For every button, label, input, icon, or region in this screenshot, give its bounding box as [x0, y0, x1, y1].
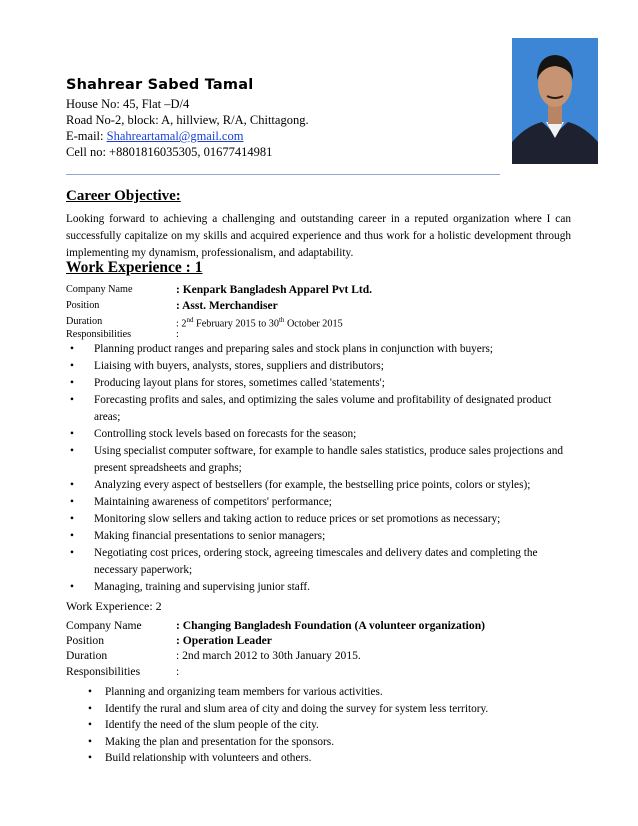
work1-company-label: Company Name — [66, 284, 133, 295]
list-item: • Monitoring slow sellers and taking action to reduce prices or set promotions as necessary; — [66, 511, 576, 528]
work1-duration-label: Duration — [66, 316, 103, 327]
career-objective-heading: Career Objective: — [66, 188, 181, 204]
work1-resp-label: Responsibilities — [66, 329, 132, 340]
list-item: • Making financial presentations to senior managers; — [66, 528, 576, 545]
address-line-1: House No: 45, Flat –D/4 — [66, 97, 190, 111]
list-item: • Planning product ranges and preparing sales and stock plans in conjunction with buyers; — [66, 341, 576, 358]
bullet-icon: • — [70, 547, 74, 559]
work1-position-value: : Asst. Merchandiser — [176, 300, 278, 312]
bullet-icon: • — [70, 530, 74, 542]
list-item: • Making the plan and presentation for the sponsors. — [88, 734, 558, 751]
work2-company-value: : Changing Bangladesh Foundation (A volunteer organization) — [176, 619, 486, 632]
list-item: • Negotiating cost prices, ordering stock, agreeing timescales and delivery dates and completing the necessary paperwork; — [70, 547, 538, 576]
bullet-icon: • — [70, 479, 74, 491]
work2-heading: Work Experience: 2 — [66, 599, 162, 613]
bullet-icon: • — [88, 752, 92, 764]
bullet-icon: • — [70, 343, 74, 355]
career-objective-text: Looking forward to achieving a challenging and outstanding career in a reputed organization where I can successfully capitalize on my skills and acquired experience and thus work for a holistic development through implementing my dynamism, professionalism, and adaptability. — [66, 213, 571, 259]
list-item: • Identify the rural and slum area of city and doing the survey for system less territory. — [88, 701, 558, 718]
header-divider — [66, 174, 500, 175]
work2-resp-label: Responsibilities — [66, 665, 141, 678]
work2-company-label: Company Name — [66, 619, 142, 632]
bullet-icon: • — [70, 581, 74, 593]
bullet-icon: • — [70, 513, 74, 525]
list-item: • Identify the need of the slum people of the city. — [88, 717, 558, 734]
work2-position-value: : Operation Leader — [176, 634, 272, 647]
list-item: • Controlling stock levels based on forecasts for the season; — [66, 426, 576, 443]
bullet-icon: • — [70, 445, 74, 457]
list-item: • Using specialist computer software, for example to handle sales statistics, produce sales projections and present spreadsheets and graphs; — [70, 445, 564, 474]
list-item: • Producing layout plans for stores, sometimes called 'statements'; — [66, 375, 576, 392]
work1-heading: Work Experience : 1 — [66, 259, 203, 276]
email-label: E-mail: — [66, 129, 107, 143]
work2-responsibilities-list — [88, 684, 558, 767]
profile-photo — [512, 38, 598, 164]
cell-line: Cell no: +8801816035305, 01677414981 — [66, 145, 273, 159]
list-item: • Planning and organizing team members for various activities. — [88, 684, 558, 701]
bullet-icon: • — [88, 702, 92, 715]
work1-resp-colon: : — [176, 329, 179, 340]
work1-responsibilities-list — [66, 341, 576, 596]
list-item: • Forecasting profits and sales, and optimizing the sales volume and profitability of designated product areas; — [70, 394, 552, 423]
list-item: • Liaising with buyers, analysts, stores, suppliers and distributors; — [66, 358, 576, 375]
bullet-icon: • — [70, 496, 74, 508]
bullet-icon: • — [70, 360, 74, 372]
bullet-icon: • — [70, 428, 74, 440]
list-item: • Analyzing every aspect of bestsellers (for example, the bestselling price points, colors or styles); — [66, 477, 576, 494]
bullet-icon: • — [88, 686, 92, 698]
list-item: • Maintaining awareness of competitors' performance; — [66, 494, 576, 511]
work1-position-label: Position — [66, 300, 100, 311]
work2-resp-colon: : — [176, 665, 180, 678]
work1-company-value: : Kenpark Bangladesh Apparel Pvt Ltd. — [176, 284, 372, 296]
email-link[interactable]: Shahreartamal@gmail.com — [106, 129, 244, 143]
list-item: • Build relationship with volunteers and others. — [88, 750, 558, 767]
email-line — [66, 128, 243, 144]
bullet-icon: • — [70, 377, 74, 389]
bullet-icon: • — [88, 735, 92, 748]
work2-duration-value: : 2nd march 2012 to 30th January 2015. — [176, 649, 361, 662]
list-item: • Managing, training and supervising junior staff. — [66, 579, 576, 596]
candidate-name: Shahrear Sabed Tamal — [66, 77, 254, 93]
work2-duration-label: Duration — [66, 649, 108, 662]
work2-position-label: Position — [66, 634, 105, 647]
work1-duration-value: : 2nd February 2015 to 30th October 2015 — [176, 316, 343, 330]
bullet-icon: • — [88, 719, 92, 731]
address-line-2: Road No-2, block: A, hillview, R/A, Chittagong. — [66, 113, 309, 127]
bullet-icon: • — [70, 394, 74, 406]
